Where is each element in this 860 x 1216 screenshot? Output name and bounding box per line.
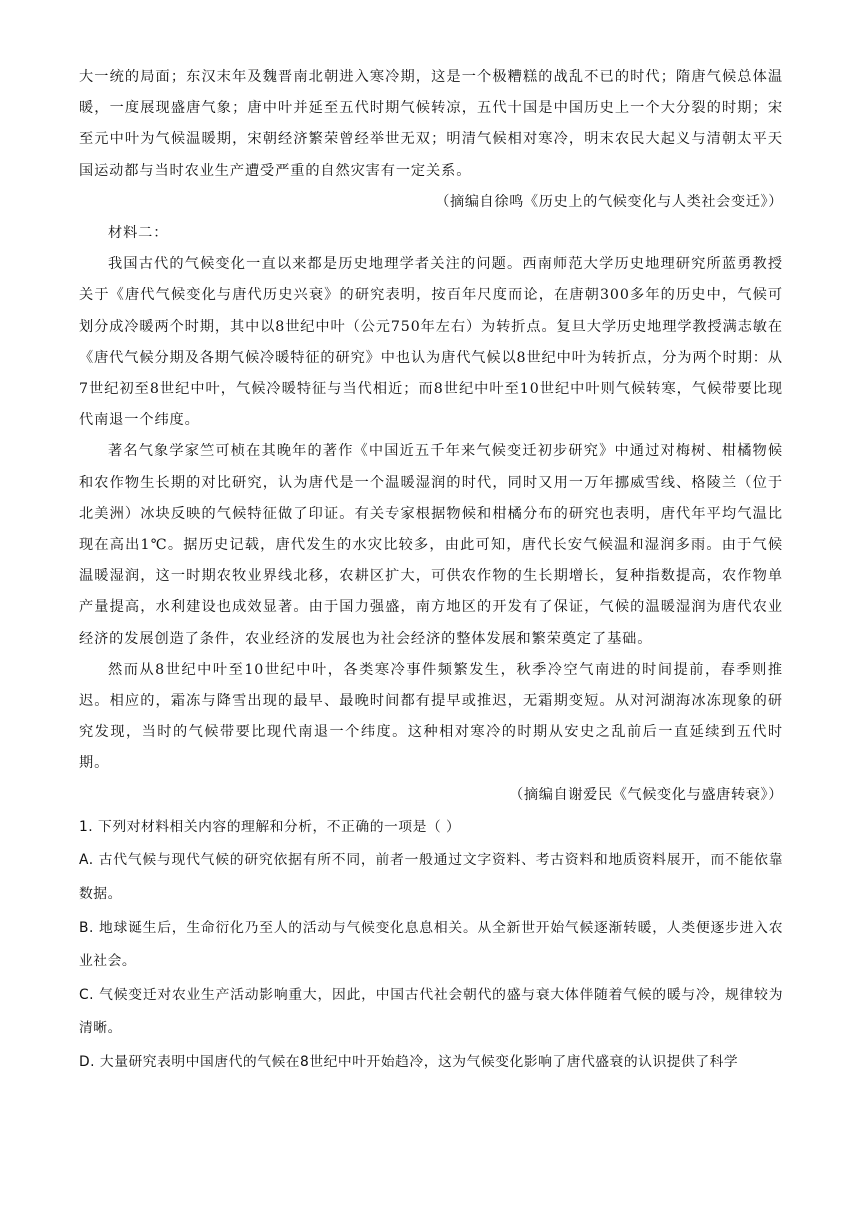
material2-paragraph-1: 我国古代的气候变化一直以来都是历史地理学者关注的问题。西南师范大学历史地理研究所蓝勇教授关于《唐代气候变化与唐代历史兴衰》的研究表明，按百年尺度而论，在唐朝300多年的历史中，气候可划分成冷暖两个时期，其中以8世纪中叶（公元750年左右）为转折点。复旦大学历史地理学教授满志敏在《唐代气候分期及各期气候冷暖特征的研究》中也认为唐代气候以8世纪中叶为转折点，分为两个时期：从7世纪初至8世纪中叶，气候冷暖特征与当代相近；而8世纪中叶至10世纪中叶则气候转寒，气候带要比现代南退一个纬度。: [79, 256, 783, 429]
material2-heading: 材料二：: [108, 225, 169, 242]
material1-source: （摘编自徐鸣《历史上的气候变化与人类社会变迁》）: [435, 193, 783, 210]
material2-paragraph-2: 著名气象学家竺可桢在其晚年的著作《中国近五千年来气候变迁初步研究》中通过对梅树、柑橘物候和农作物生长期的对比研究，认为唐代是一个温暖湿润的时代，同时又用一万年挪威雪线、格陵兰（位于北美洲）冰块反映的气候特征做了印证。有关专家根据物候和柑橘分布的研究也表明，唐代年平均气温比现在高出1℃。据历史记载，唐代发生的水灾比较多，由此可知，唐代长安气候温和湿润多雨。由于气候温暖湿润，这一时期农牧业界线北移，农耕区扩大，可供农作物的生长期增长，复种指数提高，农作物单产量提高，水利建设也成效显著。由于国力强盛，南方地区的开发有了保证，气候的温暖湿润为唐代农业经济的发展创造了条件，农业经济的发展也为社会经济的整体发展和繁荣奠定了基础。: [79, 443, 783, 647]
option-b: B. 地球诞生后，生命衍化乃至人的活动与气候变化息息相关。从全新世开始气候逐渐转暖，人类便逐步进入农业社会。: [79, 919, 783, 970]
material1-paragraph: 大一统的局面；东汉末年及魏晋南北朝进入寒冷期，这是一个极糟糕的战乱不已的时代；隋唐气候总体温暖，一度展现盛唐气象；唐中叶并延至五代时期气候转凉，五代十国是中国历史上一个大分裂的时期；宋至元中叶为气候温暖期，宋朝经济繁荣曾经举世无双；明清气候相对寒冷，明末农民大起义与清朝太平天国运动都与当时农业生产遭受严重的自然灾害有一定关系。: [79, 69, 783, 179]
question-stem: 1. 下列对材料相关内容的理解和分析，不正确的一项是（ ）: [79, 818, 461, 835]
material2-paragraph-3: 然而从8世纪中叶至10世纪中叶，各类寒冷事件频繁发生，秋季冷空气南进的时间提前，春季则推迟。相应的，霜冻与降雪出现的最早、最晚时间都有提早或推迟，无霜期变短。从对河湖海冰冻现象的研究发现，当时的气候带要比现代南退一个纬度。这种相对寒冷的时期从安史之乱前后一直延续到五代时期。: [79, 661, 783, 772]
option-a: A. 古代气候与现代气候的研究依据有所不同，前者一般通过文字资料、考古资料和地质资料展开，而不能依靠数据。: [79, 852, 783, 903]
option-c: C. 气候变迁对农业生产活动影响重大，因此，中国古代社会朝代的盛与衰大体伴随着气候的暖与冷，规律较为清晰。: [79, 986, 783, 1037]
material2-source: （摘编自谢爱民《气候变化与盛唐转衰》）: [509, 786, 783, 803]
option-d: D. 大量研究表明中国唐代的气候在8世纪中叶开始趋冷，这为气候变化影响了唐代盛衰的认识提供了科学: [79, 1054, 739, 1071]
exam-page: [79, 62, 783, 1080]
